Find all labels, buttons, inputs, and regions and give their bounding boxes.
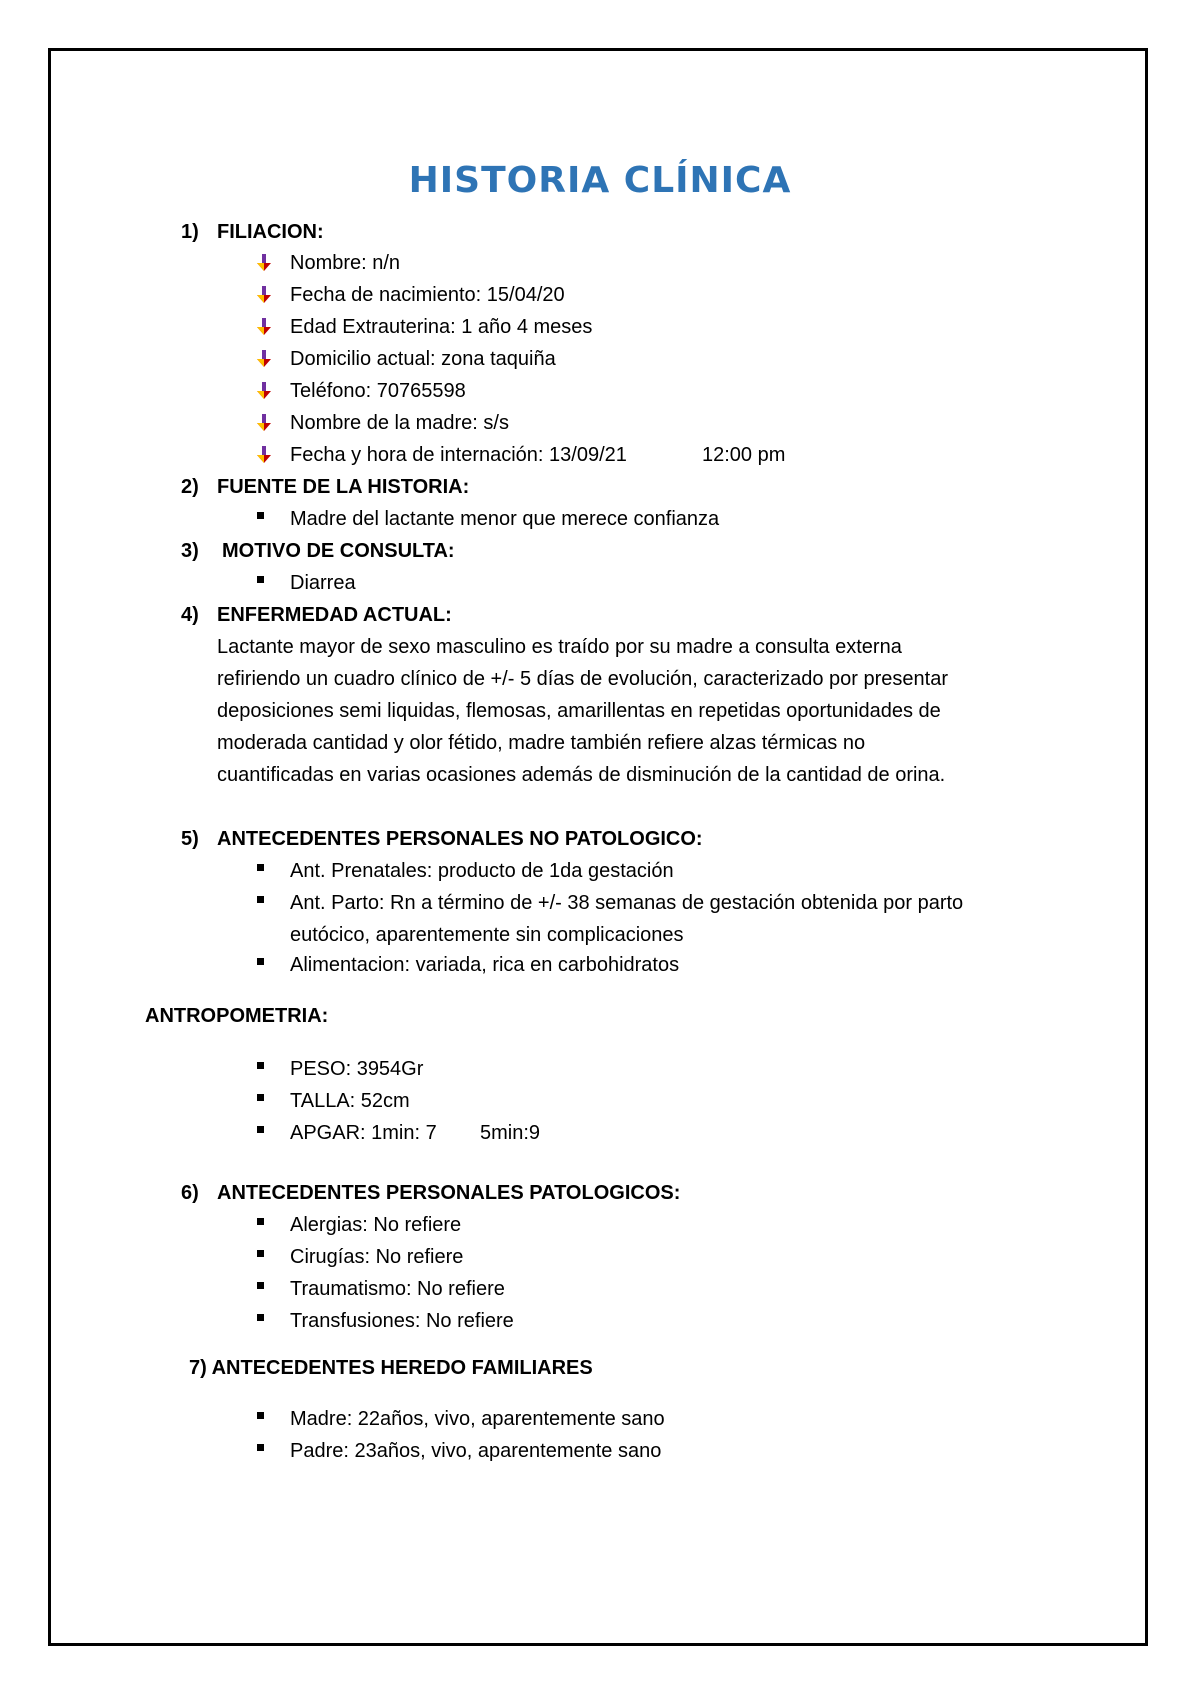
list-item: Teléfono: 70765598 <box>290 380 466 402</box>
list-item: Domicilio actual: zona taquiña <box>290 348 556 370</box>
list-item: Traumatismo: No refiere <box>290 1278 505 1300</box>
section-heading-filiacion: FILIACION: <box>217 221 324 243</box>
section-number: 5) <box>181 828 199 850</box>
square-bullet-icon <box>257 1126 264 1133</box>
arrow-down-icon <box>256 445 272 465</box>
list-item: Fecha de nacimiento: 15/04/20 <box>290 284 565 306</box>
square-bullet-icon <box>257 1412 264 1419</box>
list-item: Madre: 22años, vivo, aparentemente sano <box>290 1408 665 1430</box>
admission-time: 12:00 pm <box>702 444 786 466</box>
arrow-down-icon <box>256 317 272 337</box>
square-bullet-icon <box>257 512 264 519</box>
section-heading-antecedentes-patologicos: ANTECEDENTES PERSONALES PATOLOGICOS: <box>217 1182 681 1204</box>
arrow-down-icon <box>256 285 272 305</box>
square-bullet-icon <box>257 1094 264 1101</box>
paragraph-line: cuantificadas en varias ocasiones además de disminución de la cantidad de orina. <box>217 764 946 786</box>
section-heading-fuente: FUENTE DE LA HISTORIA: <box>217 476 470 498</box>
list-item: Ant. Parto: Rn a término de +/- 38 semanas de gestación obtenida por parto <box>290 892 964 914</box>
list-item: Transfusiones: No refiere <box>290 1310 514 1332</box>
square-bullet-icon <box>257 1250 264 1257</box>
apgar-5min: 5min:9 <box>480 1122 541 1144</box>
list-item: Fecha y hora de internación: 13/09/21 <box>290 444 627 466</box>
section-heading-motivo: MOTIVO DE CONSULTA: <box>222 540 455 562</box>
section-heading-heredo-familiares: 7) ANTECEDENTES HEREDO FAMILIARES <box>189 1357 593 1379</box>
section-heading-antecedentes-no-patologico: ANTECEDENTES PERSONALES NO PATOLOGICO: <box>217 828 703 850</box>
square-bullet-icon <box>257 896 264 903</box>
square-bullet-icon <box>257 864 264 871</box>
list-item: Diarrea <box>290 572 356 594</box>
square-bullet-icon <box>257 576 264 583</box>
square-bullet-icon <box>257 1314 264 1321</box>
section-number: 4) <box>181 604 199 626</box>
document-title: HISTORIA CLÍNICA <box>408 160 792 201</box>
section-number: 2) <box>181 476 199 498</box>
paragraph-line: moderada cantidad y olor fétido, madre también refiere alzas térmicas no <box>217 732 866 754</box>
square-bullet-icon <box>257 1062 264 1069</box>
section-number: 1) <box>181 221 199 243</box>
list-item: Edad Extrauterina: 1 año 4 meses <box>290 316 593 338</box>
section-heading-enfermedad: ENFERMEDAD ACTUAL: <box>217 604 452 626</box>
list-item: Ant. Prenatales: producto de 1da gestación <box>290 860 674 882</box>
section-number: 3) <box>181 540 199 562</box>
list-item: Padre: 23años, vivo, aparentemente sano <box>290 1440 662 1462</box>
arrow-down-icon <box>256 349 272 369</box>
section-heading-antropometria: ANTROPOMETRIA: <box>145 1005 329 1027</box>
arrow-down-icon <box>256 413 272 433</box>
arrow-down-icon <box>256 381 272 401</box>
list-item: Alergias: No refiere <box>290 1214 462 1236</box>
paragraph-line: refiriendo un cuadro clínico de +/- 5 días de evolución, caracterizado por presentar <box>217 668 948 690</box>
section-number: 6) <box>181 1182 199 1204</box>
list-item-continuation: eutócico, aparentemente sin complicaciones <box>290 924 684 946</box>
list-item: Nombre de la madre: s/s <box>290 412 509 434</box>
list-item: Cirugías: No refiere <box>290 1246 464 1268</box>
list-item: Alimentacion: variada, rica en carbohidratos <box>290 954 680 976</box>
square-bullet-icon <box>257 1218 264 1225</box>
list-item: Madre del lactante menor que merece confianza <box>290 508 720 530</box>
list-item: PESO: 3954Gr <box>290 1058 424 1080</box>
list-item: Nombre: n/n <box>290 252 401 274</box>
square-bullet-icon <box>257 1282 264 1289</box>
square-bullet-icon <box>257 1444 264 1451</box>
list-item: TALLA: 52cm <box>290 1090 410 1112</box>
paragraph-line: Lactante mayor de sexo masculino es traído por su madre a consulta externa <box>217 636 902 658</box>
list-item: APGAR: 1min: 7 <box>290 1122 437 1144</box>
paragraph-line: deposiciones semi liquidas, flemosas, amarillentas en repetidas oportunidades de <box>217 700 941 722</box>
arrow-down-icon <box>256 253 272 273</box>
square-bullet-icon <box>257 958 264 965</box>
